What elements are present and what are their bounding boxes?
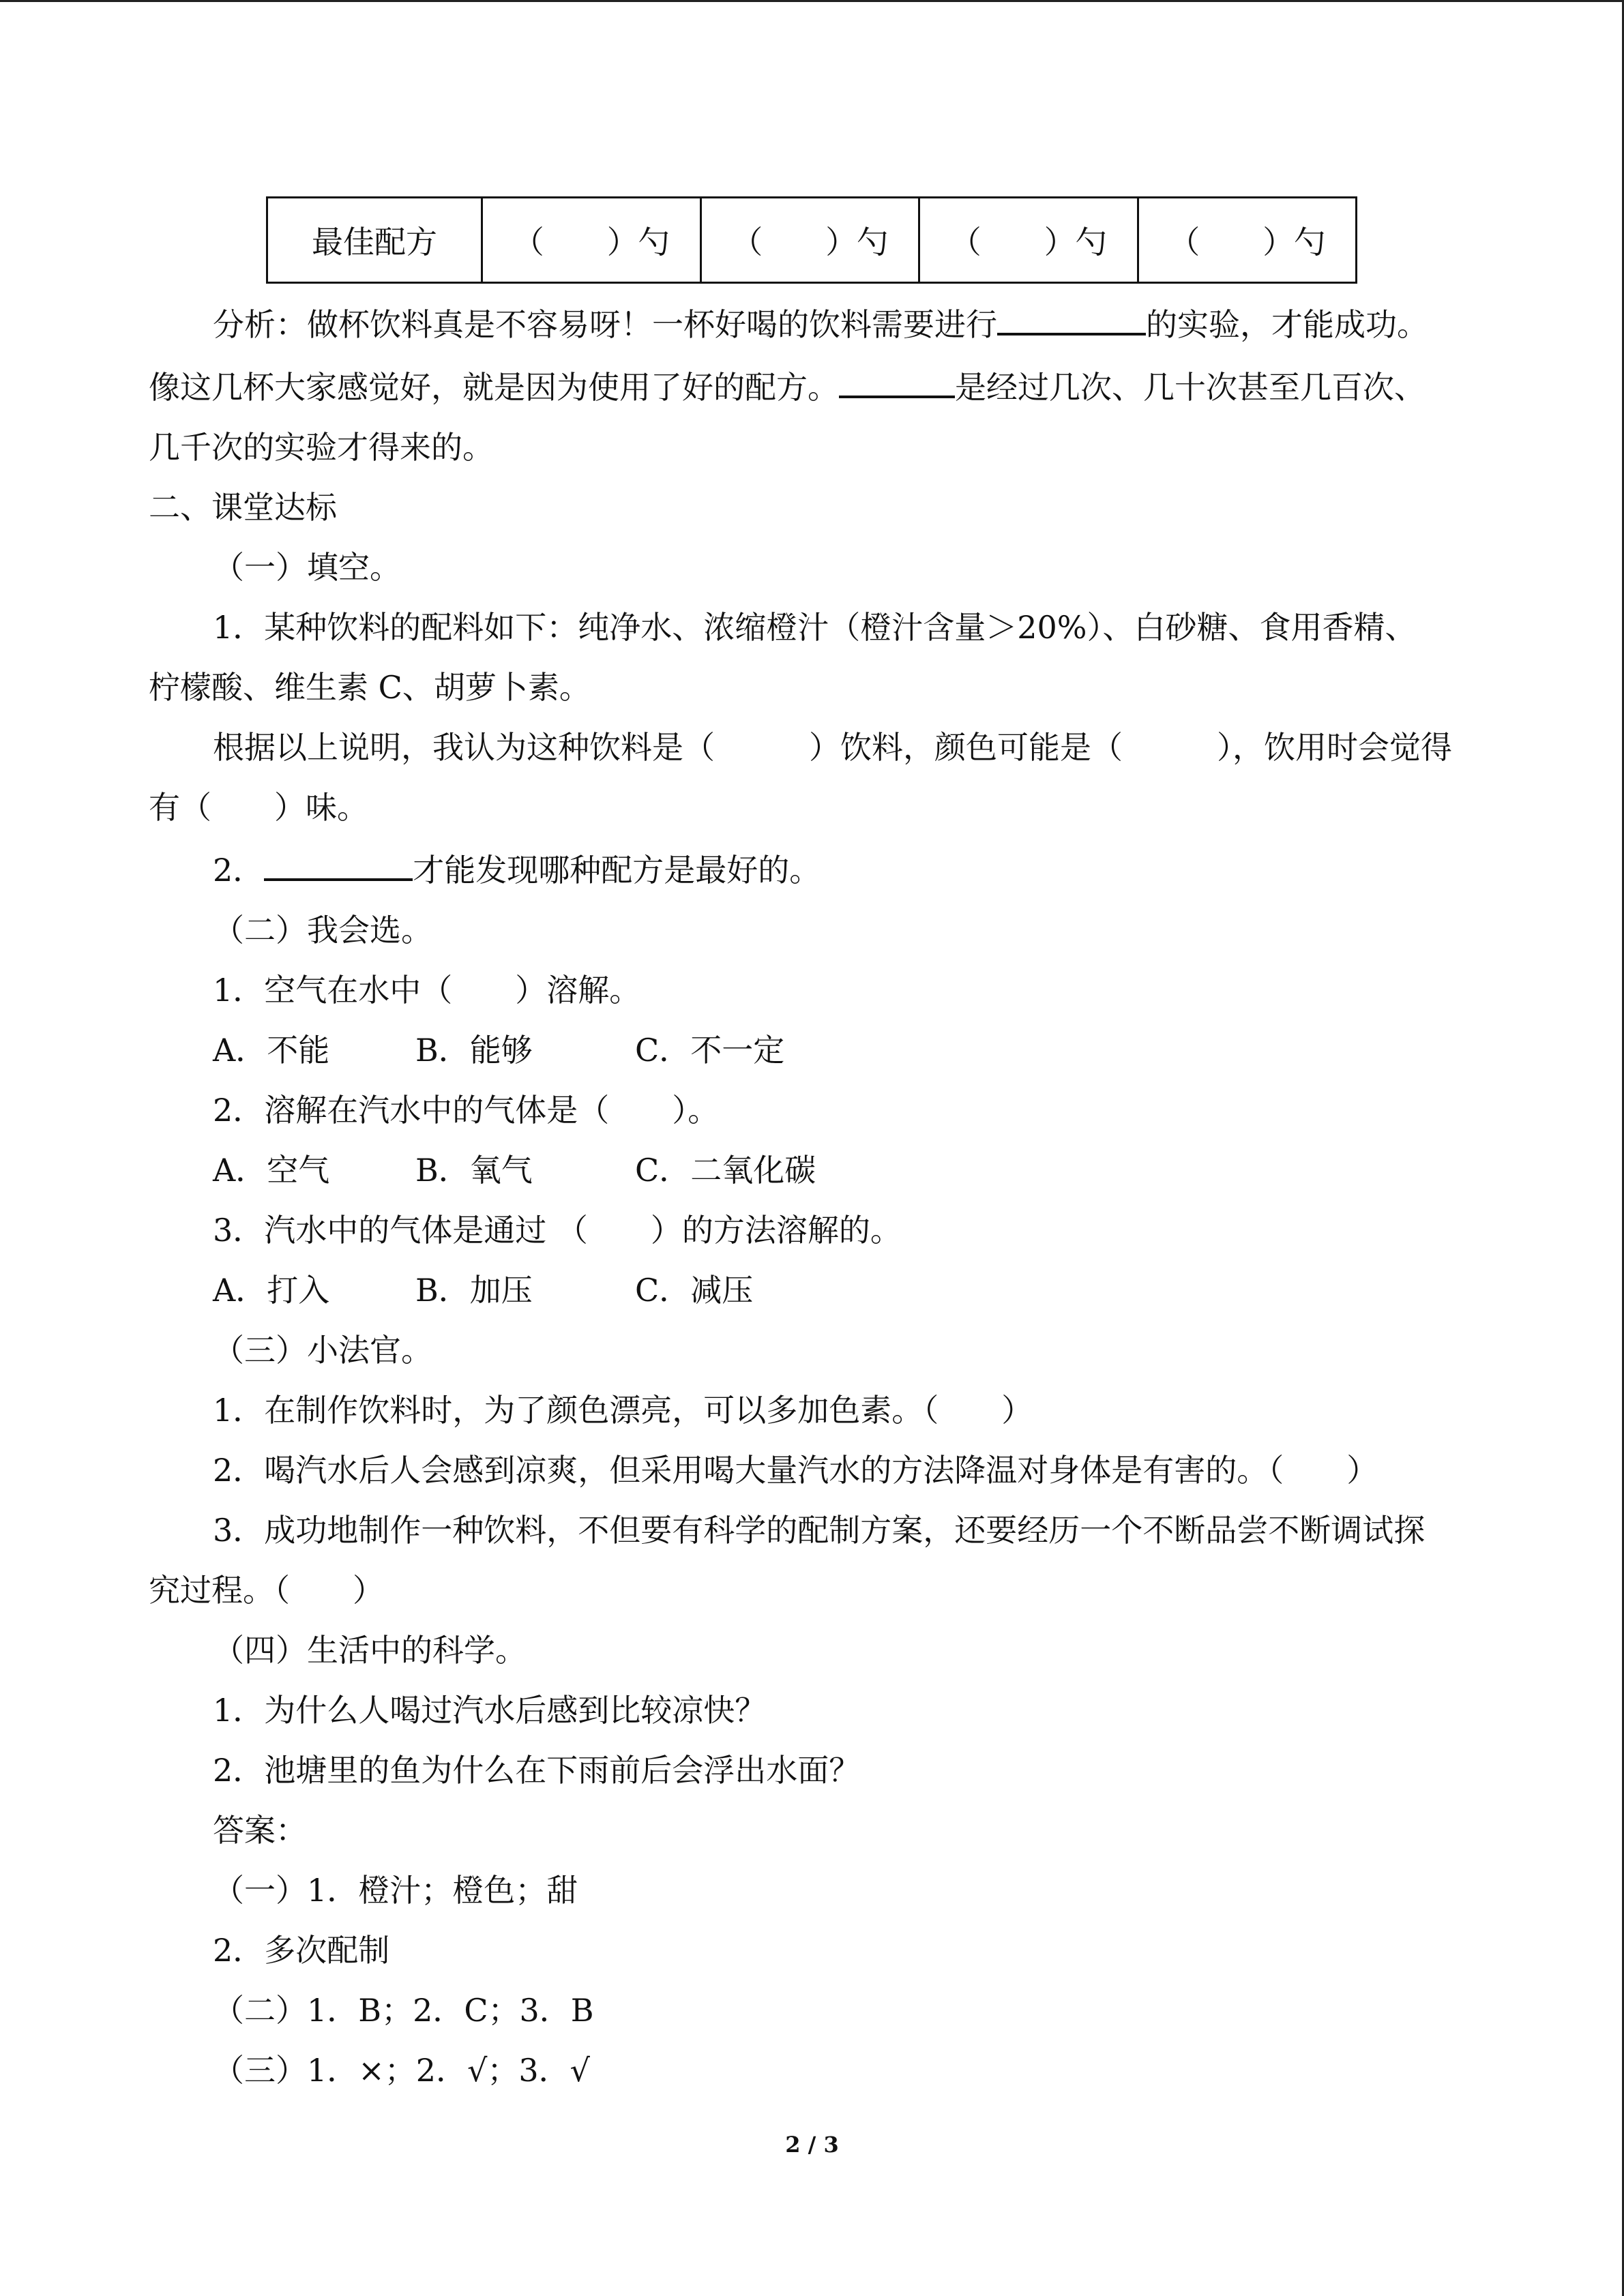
fill-q2-text: 才能发现哪种配方是最好的。 — [413, 852, 821, 889]
answer-blank — [839, 355, 955, 398]
option-b: B．加压 — [415, 1272, 533, 1309]
fill-q2-number: 2． — [213, 852, 265, 889]
answers-heading: 答案： — [213, 1812, 307, 1849]
option-a: A．空气 — [213, 1152, 330, 1189]
answer-blank — [997, 292, 1146, 336]
option-c: C．不一定 — [635, 1032, 785, 1069]
judge-q3-line2: 究过程。（ ） — [149, 1572, 384, 1609]
answer-line-3: （二）1．B；2．C；3．B — [213, 1992, 594, 2029]
choice-q1-options — [149, 1020, 1475, 1080]
answer-line-2: 2．多次配制 — [213, 1932, 390, 1969]
option-a: A．打入 — [213, 1272, 330, 1309]
top-border — [0, 0, 1624, 2]
analysis-text-4: 是经过几次、几十次甚至几百次、 — [955, 369, 1426, 406]
analysis-line-1 — [149, 292, 1475, 355]
worksheet-content — [149, 292, 1475, 2100]
answer-blank — [264, 837, 413, 881]
fill-q1-line1: 1．某种饮料的配料如下：纯净水、浓缩橙汁（橙汁含量＞20%）、白砂糖、食用香精、 — [213, 609, 1417, 646]
option-a: A．不能 — [213, 1032, 330, 1069]
spoon-cell-4: （ ）勺 — [1138, 198, 1357, 283]
analysis-text-2: 的实验，才能成功。 — [1146, 306, 1428, 343]
life-q2: 2．池塘里的鱼为什么在下雨前后会浮出水面？ — [213, 1752, 861, 1789]
judge-heading: （三）小法官。 — [213, 1332, 432, 1369]
judge-q3-line1: 3．成功地制作一种饮料，不但要有科学的配制方案，还要经历一个不断品尝不断调试探 — [213, 1512, 1426, 1549]
choice-q1: 1．空气在水中（ ）溶解。 — [213, 972, 641, 1009]
choice-heading: （二）我会选。 — [213, 912, 432, 949]
fill-q1-line3: 根据以上说明，我认为这种饮料是（ ）饮料，颜色可能是（ ），饮用时会觉得 — [213, 729, 1452, 766]
choice-q3: 3．汽水中的气体是通过 （ ）的方法溶解的。 — [213, 1212, 902, 1249]
fill-q1-line2: 柠檬酸、维生素 C、胡萝卜素。 — [149, 669, 591, 706]
fill-heading: （一）填空。 — [213, 549, 401, 586]
choice-q2-options — [149, 1140, 1475, 1200]
fill-q2 — [149, 837, 1475, 900]
choice-q3-options — [149, 1260, 1475, 1320]
analysis-line-2 — [149, 355, 1475, 417]
spoon-cell-1: （ ）勺 — [482, 198, 701, 283]
life-q1: 1．为什么人喝过汽水后感到比较凉快？ — [213, 1692, 767, 1729]
analysis-text-3: 像这几杯大家感觉好，就是因为使用了好的配方。 — [149, 369, 839, 406]
spoon-cell-2: （ ）勺 — [700, 198, 919, 283]
option-c: C．减压 — [635, 1272, 754, 1309]
option-b: B．能够 — [415, 1032, 533, 1069]
recipe-table — [266, 196, 1357, 284]
section-title: 二、课堂达标 — [149, 489, 337, 526]
answer-line-1: （一）1．橙汁；橙色；甜 — [213, 1872, 578, 1909]
analysis-line-3: 几千次的实验才得来的。 — [149, 429, 494, 466]
judge-q2: 2．喝汽水后人会感到凉爽，但采用喝大量汽水的方法降温对身体是有害的。（ ） — [213, 1452, 1378, 1489]
page-number: 2 / 3 — [785, 2132, 839, 2158]
life-heading: （四）生活中的科学。 — [213, 1632, 527, 1669]
analysis-text-1: 分析：做杯饮料真是不容易呀！一杯好喝的饮料需要进行 — [213, 306, 997, 343]
table-row — [267, 198, 1357, 283]
judge-q1: 1．在制作饮料时，为了颜色漂亮，可以多加色素。（ ） — [213, 1392, 1033, 1429]
option-c: C．二氧化碳 — [635, 1152, 816, 1189]
table-label-cell: 最佳配方 — [267, 198, 482, 283]
spoon-cell-3: （ ）勺 — [919, 198, 1138, 283]
fill-q1-line4: 有（ ）味。 — [149, 789, 368, 826]
choice-q2: 2．溶解在汽水中的气体是（ ）。 — [213, 1092, 720, 1129]
option-b: B．氧气 — [415, 1152, 533, 1189]
answer-line-4: （三）1．×；2．√；3．√ — [213, 2052, 590, 2089]
